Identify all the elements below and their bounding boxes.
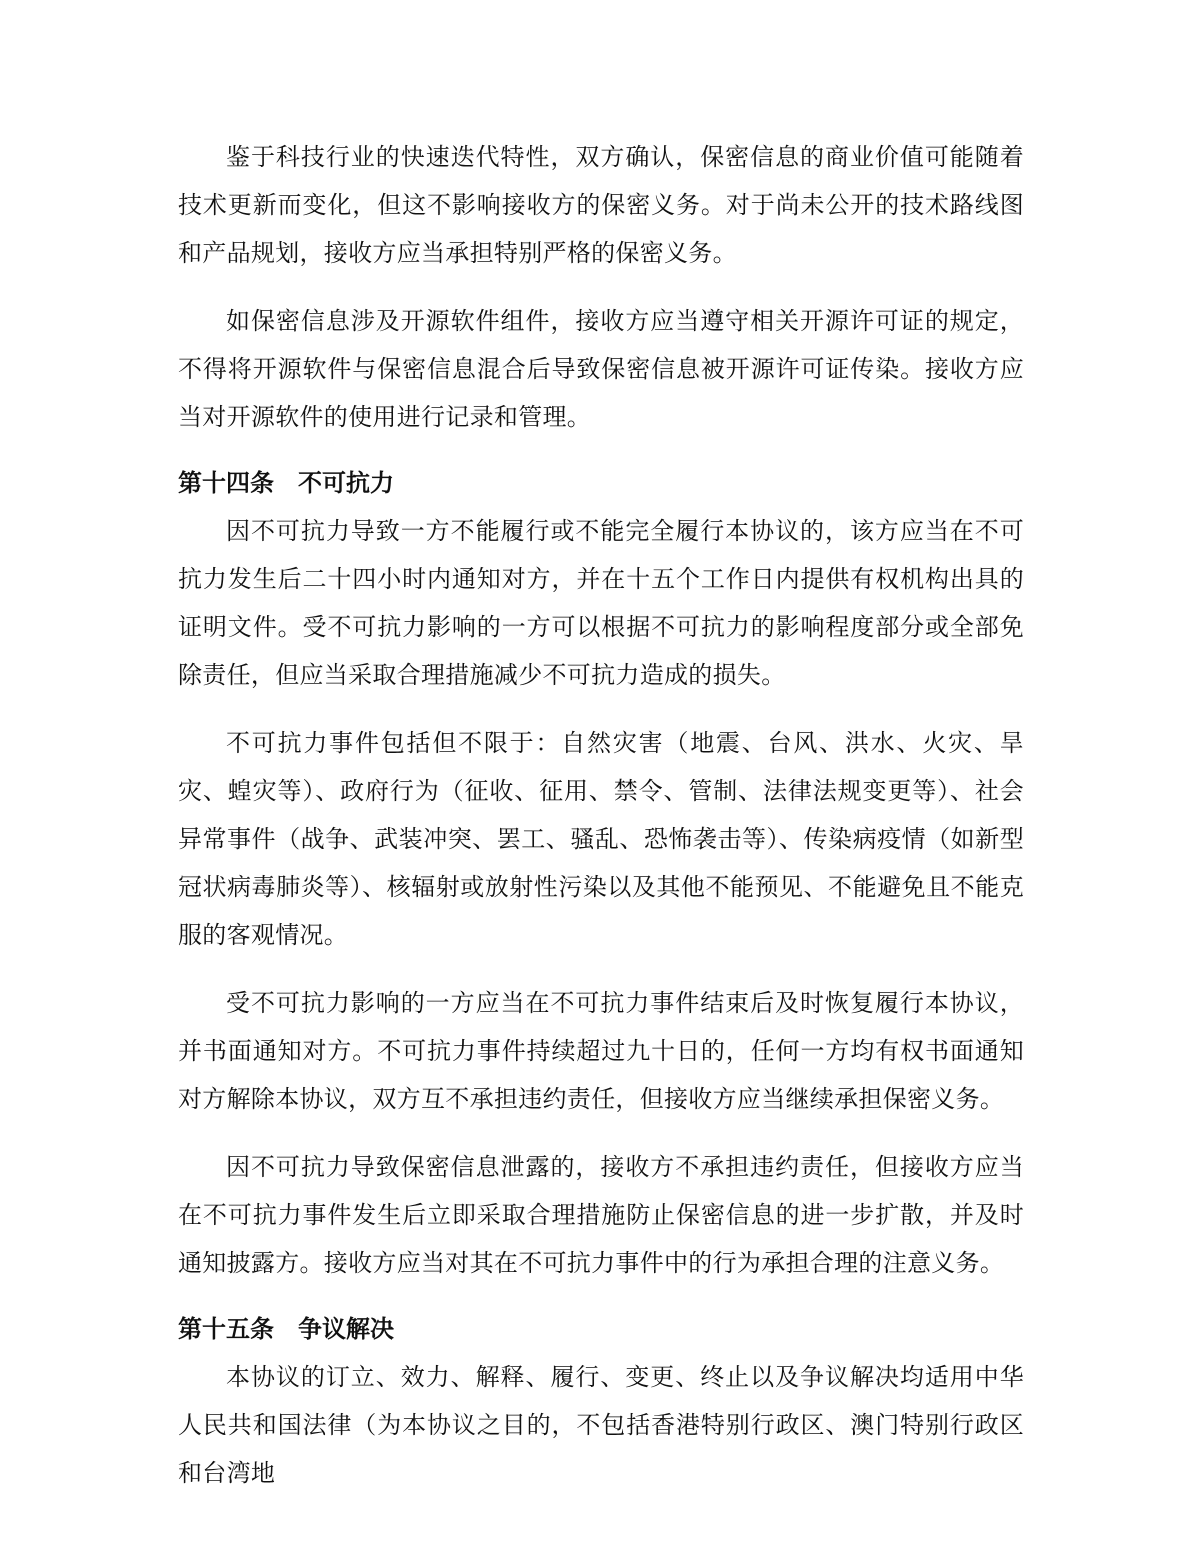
paragraph: 本协议的订立、效力、解释、履行、变更、终止以及争议解决均适用中华人民共和国法律（为本协议之目的，不包括香港特别行政区、澳门特别行政区和台湾地 xyxy=(178,1363,1024,1487)
section-heading-article-14: 第十四条 不可抗力 xyxy=(178,469,394,497)
paragraph: 因不可抗力导致保密信息泄露的，接收方不承担违约责任，但接收方应当在不可抗力事件发生后立即采取合理措施防止保密信息的进一步扩散，并及时通知披露方。接收方应当对其在不可抗力事件中的行为承担合理的注意义务。 xyxy=(178,1153,1024,1277)
paragraph: 不可抗力事件包括但不限于：自然灾害（地震、台风、洪水、火灾、旱灾、蝗灾等）、政府行为（征收、征用、禁令、管制、法律法规变更等）、社会异常事件（战争、武装冲突、罢工、骚乱、恐怖袭击等）、传染病疫情（如新型冠状病毒肺炎等）、核辐射或放射性污染以及其他不能预见、不能避免且不能克服的客观情况。 xyxy=(178,729,1024,949)
paragraph: 受不可抗力影响的一方应当在不可抗力事件结束后及时恢复履行本协议，并书面通知对方。不可抗力事件持续超过九十日的，任何一方均有权书面通知对方解除本协议，双方互不承担违约责任，但接收方应当继续承担保密义务。 xyxy=(178,989,1024,1113)
paragraph: 因不可抗力导致一方不能履行或不能完全履行本协议的，该方应当在不可抗力发生后二十四小时内通知对方，并在十五个工作日内提供有权机构出具的证明文件。受不可抗力影响的一方可以根据不可抗力的影响程度部分或全部免除责任，但应当采取合理措施减少不可抗力造成的损失。 xyxy=(178,517,1024,689)
paragraph: 鉴于科技行业的快速迭代特性，双方确认，保密信息的商业价值可能随着技术更新而变化，但这不影响接收方的保密义务。对于尚未公开的技术路线图和产品规划，接收方应当承担特别严格的保密义务。 xyxy=(178,143,1024,267)
document-page xyxy=(178,133,1024,1517)
paragraph: 如保密信息涉及开源软件组件，接收方应当遵守相关开源许可证的规定，不得将开源软件与保密信息混合后导致保密信息被开源许可证传染。接收方应当对开源软件的使用进行记录和管理。 xyxy=(178,307,1024,431)
section-heading-article-15: 第十五条 争议解决 xyxy=(178,1315,394,1343)
